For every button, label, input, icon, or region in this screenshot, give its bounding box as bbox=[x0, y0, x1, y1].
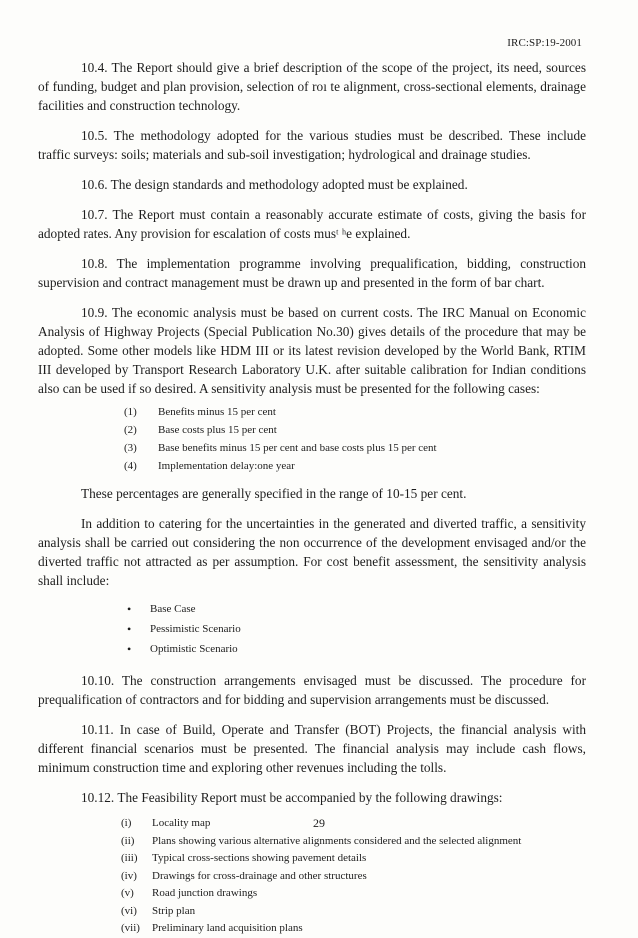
list-item-text: Locality map bbox=[152, 817, 211, 829]
list-item bbox=[38, 833, 586, 851]
scenario-list bbox=[38, 599, 586, 659]
list-item-number: (iii) bbox=[121, 852, 138, 864]
list-item-number: (3) bbox=[124, 442, 137, 454]
bullet-icon: • bbox=[127, 642, 132, 656]
list-item-text: Preliminary land acquisition plans bbox=[152, 922, 303, 934]
list-item bbox=[38, 639, 586, 659]
list-item-text: Base Case bbox=[150, 603, 196, 615]
list-item-text: Plans showing various alternative alignments considered and the selected alignment bbox=[152, 834, 522, 847]
list-item-text: Optimistic Scenario bbox=[150, 643, 238, 655]
list-item bbox=[38, 619, 586, 639]
list-item bbox=[38, 457, 586, 475]
paragraph-10-7: 10.7. The Report must contain a reasonably accurate estimate of costs, giving the basis for adopted rates. Any provision for escalation of costs musᵗ ʰe explained. bbox=[38, 207, 586, 241]
list-item-number: (2) bbox=[124, 424, 137, 436]
paragraph-10-4: 10.4. The Report should give a brief description of the scope of the project, its need, sources of funding, budget and plan provision, selection of roı te alignment, cross-sectional elements, drainage facilities and construction technology. bbox=[38, 60, 586, 113]
list-item-text: Implementation delay:one year bbox=[158, 460, 295, 472]
list-item-number: (ii) bbox=[121, 834, 135, 847]
list-item-text: Pessimistic Scenario bbox=[150, 623, 241, 635]
list-item-number: (i) bbox=[121, 817, 132, 829]
list-item-number: (vi) bbox=[121, 904, 137, 917]
list-item-text: Base costs plus 15 per cent bbox=[158, 424, 277, 436]
paragraph-10-11: 10.11. In case of Build, Operate and Transfer (BOT) Projects, the financial analysis with different financial scenarios must be presented. The financial analysis may include cash flows, minimum construction time and exploring other revenues including the tolls. bbox=[38, 722, 586, 775]
list-item-number: (vii) bbox=[121, 922, 140, 934]
list-item bbox=[38, 439, 586, 457]
page-content bbox=[38, 58, 586, 938]
list-item bbox=[38, 903, 586, 921]
paragraph-10-10: 10.10. The construction arrangements envisaged must be discussed. The procedure for prequalification of contractors and for bidding and supervision arrangements must be discussed. bbox=[38, 673, 586, 707]
list-item-number: (iv) bbox=[121, 869, 137, 882]
list-item bbox=[38, 850, 586, 868]
page-number: 29 bbox=[313, 816, 325, 830]
diverted-traffic-paragraph: In addition to catering for the uncertainties in the generated and diverted traffic, a sensitivity analysis shall be carried out considering the non occurrence of the development envisaged and/or the diverted traffic not attracted as per assumption. For cost benefit assessment, the sensitivity analysis shall include: bbox=[38, 516, 586, 588]
drawings-list bbox=[38, 815, 586, 938]
list-item bbox=[38, 920, 586, 938]
list-item bbox=[38, 421, 586, 439]
sensitivity-cases-list bbox=[38, 403, 586, 475]
list-item bbox=[38, 868, 586, 886]
list-item-number: (4) bbox=[124, 460, 137, 472]
bullet-icon: • bbox=[127, 622, 132, 636]
list-item-text: Strip plan bbox=[152, 904, 196, 917]
list-item-number: (v) bbox=[121, 887, 134, 899]
list-item-number: (1) bbox=[124, 406, 137, 418]
list-item bbox=[38, 403, 586, 421]
range-sentence: These percentages are generally specified in the range of 10-15 per cent. bbox=[81, 486, 467, 501]
paragraph-10-5: 10.5. The methodology adopted for the various studies must be described. These include traffic surveys: soils; materials and sub-soil investigation; hydrological and drainage studies. bbox=[38, 128, 586, 162]
list-item bbox=[38, 599, 586, 619]
bullet-icon: • bbox=[127, 602, 132, 616]
paragraph-10-6: 10.6. The design standards and methodology adopted must be explained. bbox=[81, 177, 468, 192]
list-item-text: Drawings for cross-drainage and other structures bbox=[152, 869, 367, 882]
list-item-text: Benefits minus 15 per cent bbox=[158, 406, 276, 418]
paragraph-10-8: 10.8. The implementation programme involving prequalification, bidding, construction supervision and contract management must be drawn up and presented in the form of bar chart. bbox=[38, 256, 586, 290]
list-item-text: Road junction drawings bbox=[152, 887, 258, 899]
paragraph-10-9: 10.9. The economic analysis must be based on current costs. The IRC Manual on Economic Analysis of Highway Projects (Special Publication No.30) gives details of the procedure that may be adopted. Some other models like HDM III or its latest revision developed by the World Bank, RTIM III developed by Transport Research Laboratory U.K. after suitable calibration for Indian conditions also can be used if so desired. A sensitivity analysis must be presented for the following cases: bbox=[38, 305, 586, 396]
paragraph-10-12: 10.12. The Feasibility Report must be accompanied by the following drawings: bbox=[81, 790, 503, 805]
list-item-text: Base benefits minus 15 per cent and base costs plus 15 per cent bbox=[158, 442, 437, 454]
list-item bbox=[38, 885, 586, 903]
list-item-text: Typical cross-sections showing pavement details bbox=[152, 852, 367, 864]
document-id: IRC:SP:19-2001 bbox=[507, 37, 582, 49]
